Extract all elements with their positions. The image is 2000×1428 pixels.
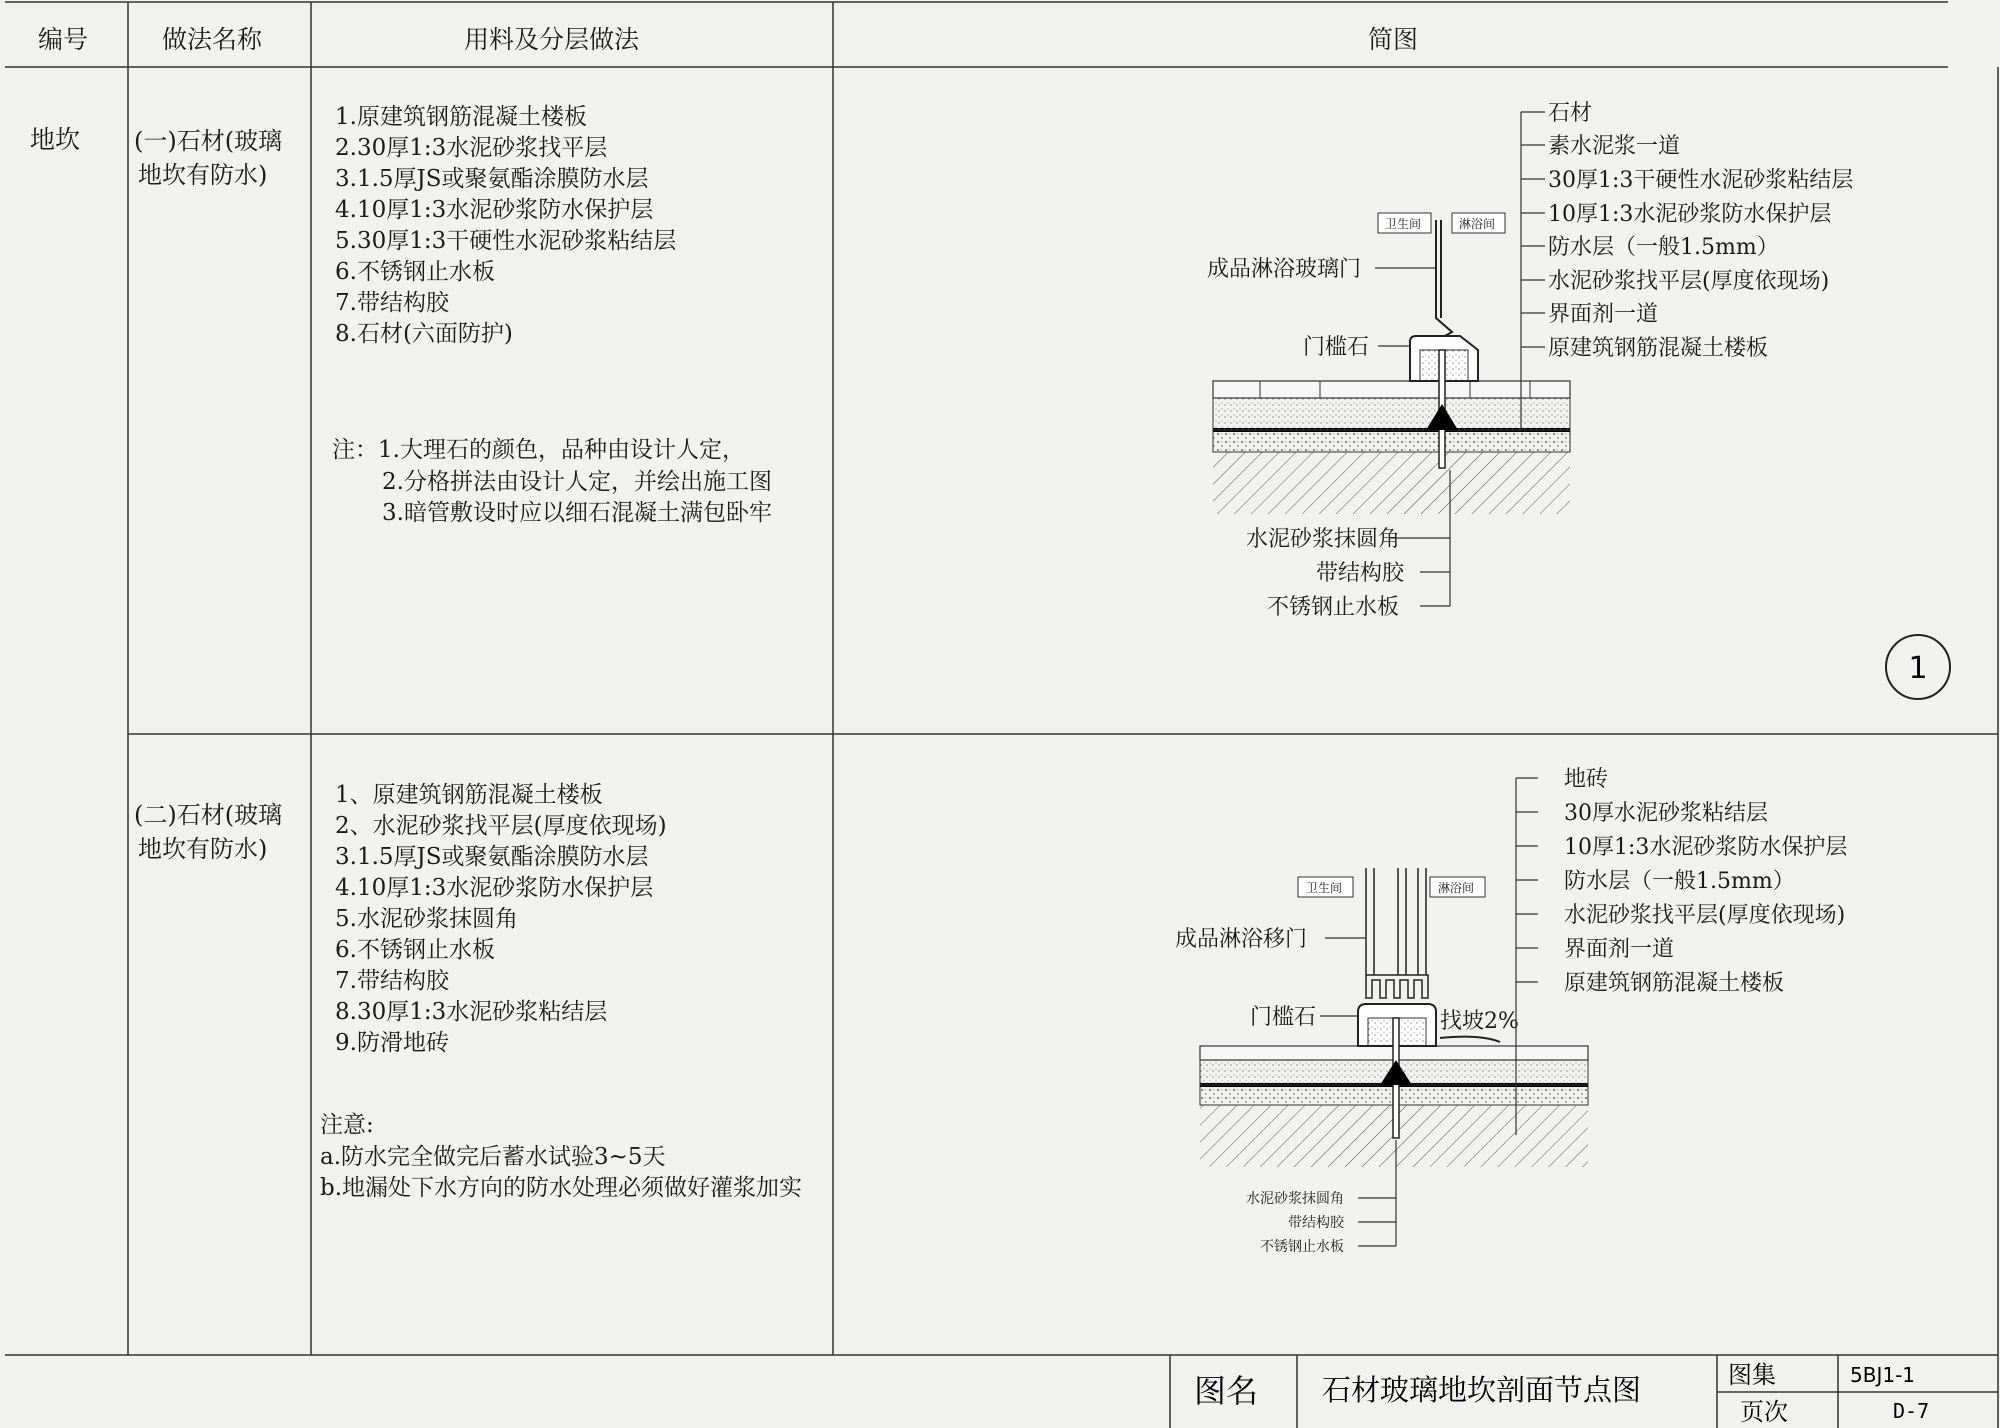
row2-note: a.防水完全做完后蓄水试验3~5天 <box>320 1143 666 1170</box>
atlas-label: 图集 <box>1728 1361 1776 1389</box>
row2-step: 3.1.5厚JS或聚氨酯涂膜防水层 <box>335 844 649 870</box>
row2-step: 8.30厚1:3水泥砂浆粘结层 <box>335 999 608 1025</box>
diagram2-bottom-label: 带结构胶 <box>1288 1215 1344 1231</box>
diagram2-bottom-label: 水泥砂浆抹圆角 <box>1246 1191 1344 1207</box>
row2-note: b.地漏处下水方向的防水处理必须做好灌浆加实 <box>320 1175 803 1201</box>
diagram2-slope-label: 找坡2% <box>1440 1009 1519 1034</box>
row1-step: 8.石材(六面防护) <box>335 321 513 347</box>
diagram1-threshold-label: 门槛石 <box>1303 335 1370 360</box>
diagram1-room-left: 卫生间 <box>1385 217 1422 231</box>
row1-name-line2: 地坎有防水) <box>138 161 268 189</box>
header-code: 编号 <box>38 25 89 54</box>
row2-step: 2、水泥砂浆找平层(厚度依现场) <box>335 813 667 839</box>
title-text: 石材玻璃地坎剖面节点图 <box>1322 1373 1642 1407</box>
diagram1-screed <box>1213 430 1570 452</box>
header-method-name: 做法名称 <box>162 25 263 54</box>
row1-note: 注：1.大理石的颜色，品种由设计人定， <box>332 437 745 463</box>
diagram2-label: 10厚1:3水泥砂浆防水保护层 <box>1564 835 1848 860</box>
header-sketch: 简图 <box>1368 25 1419 54</box>
row2-note: 注意: <box>320 1112 374 1138</box>
diagram2-slope-arrow <box>1440 1037 1500 1042</box>
diagram1-label: 10厚1:3水泥砂浆防水保护层 <box>1548 202 1832 227</box>
page-value: D-7 <box>1893 1399 1930 1423</box>
row1-note: 2.分格拼法由设计人定，并绘出施工图 <box>382 468 772 495</box>
diagram2-label: 地砖 <box>1564 767 1609 792</box>
row1-step: 6.不锈钢止水板 <box>335 259 495 285</box>
diagram2-label: 30厚水泥砂浆粘结层 <box>1564 801 1768 826</box>
diagram1-marker-number: 1 <box>1908 651 1928 686</box>
row2-step: 7.带结构胶 <box>335 968 449 994</box>
row2-name-line1: (二)石材(玻璃 <box>134 801 283 829</box>
diagram2-room-right: 淋浴间 <box>1438 881 1475 895</box>
diagram1 <box>1207 101 1950 699</box>
row1-note: 3.暗管敷设时应以细石混凝土满包卧牢 <box>382 500 772 526</box>
row2-name-line2: 地坎有防水) <box>138 835 268 863</box>
diagram1-stone <box>1213 381 1570 398</box>
row1-step: 5.30厚1:3干硬性水泥砂浆粘结层 <box>335 228 677 254</box>
diagram2-door-label: 成品淋浴移门 <box>1175 927 1308 952</box>
diagram2-bottom-label: 不锈钢止水板 <box>1260 1239 1344 1255</box>
diagram2 <box>1175 767 1847 1255</box>
row1-step: 4.10厚1:3水泥砂浆防水保护层 <box>335 197 654 223</box>
row1-step: 7.带结构胶 <box>335 290 449 316</box>
diagram1-label: 界面剂一道 <box>1548 302 1659 327</box>
atlas-value: 5BJ1-1 <box>1850 1363 1916 1387</box>
diagram1-label: 石材 <box>1548 101 1593 126</box>
diagram1-glass-door <box>1436 220 1452 336</box>
header-materials: 用料及分层做法 <box>464 25 640 54</box>
diagram2-label: 水泥砂浆找平层(厚度依现场) <box>1564 903 1846 928</box>
row1-name-line1: (一)石材(玻璃 <box>134 127 283 155</box>
title-block <box>1194 1361 1929 1426</box>
row1-step: 2.30厚1:3水泥砂浆找平层 <box>335 135 608 161</box>
diagram1-room-right: 淋浴间 <box>1459 217 1496 231</box>
row1-step: 1.原建筑钢筋混凝土楼板 <box>335 104 587 130</box>
diagram1-bottom-label: 水泥砂浆抹圆角 <box>1246 527 1401 552</box>
row2-step: 4.10厚1:3水泥砂浆防水保护层 <box>335 875 654 901</box>
diagram1-label: 水泥砂浆找平层(厚度依现场) <box>1548 269 1830 294</box>
diagram1-label: 素水泥浆一道 <box>1548 134 1681 159</box>
row2-step: 9.防滑地砖 <box>335 1030 449 1056</box>
diagram2-label: 原建筑钢筋混凝土楼板 <box>1564 971 1785 996</box>
row2-step: 5.水泥砂浆抹圆角 <box>335 906 518 932</box>
diagram1-door-label: 成品淋浴玻璃门 <box>1207 257 1362 282</box>
row-category: 地坎 <box>30 125 81 154</box>
diagram2-sliding-door <box>1366 868 1428 998</box>
diagram2-room-left: 卫生间 <box>1306 881 1343 895</box>
diagram1-label: 防水层（一般1.5mm） <box>1548 235 1779 260</box>
diagram2-label: 界面剂一道 <box>1564 937 1675 962</box>
diagram2-label: 防水层（一般1.5mm） <box>1564 869 1795 894</box>
diagram1-label: 原建筑钢筋混凝土楼板 <box>1548 336 1769 361</box>
diagram1-bottom-label: 不锈钢止水板 <box>1267 595 1400 620</box>
diagram1-bonding-layer <box>1213 398 1570 430</box>
page-label: 页次 <box>1740 1398 1788 1426</box>
diagram1-slab <box>1213 452 1570 514</box>
diagram2-threshold-label: 门槛石 <box>1250 1005 1317 1030</box>
title-name-label: 图名 <box>1194 1372 1259 1410</box>
diagram1-bottom-label: 带结构胶 <box>1316 561 1405 586</box>
row2-step: 1、原建筑钢筋混凝土楼板 <box>335 782 603 808</box>
diagram1-label: 30厚1:3干硬性水泥砂浆粘结层 <box>1548 168 1854 193</box>
row1-step: 3.1.5厚JS或聚氨酯涂膜防水层 <box>335 166 649 192</box>
row2-step: 6.不锈钢止水板 <box>335 937 495 963</box>
